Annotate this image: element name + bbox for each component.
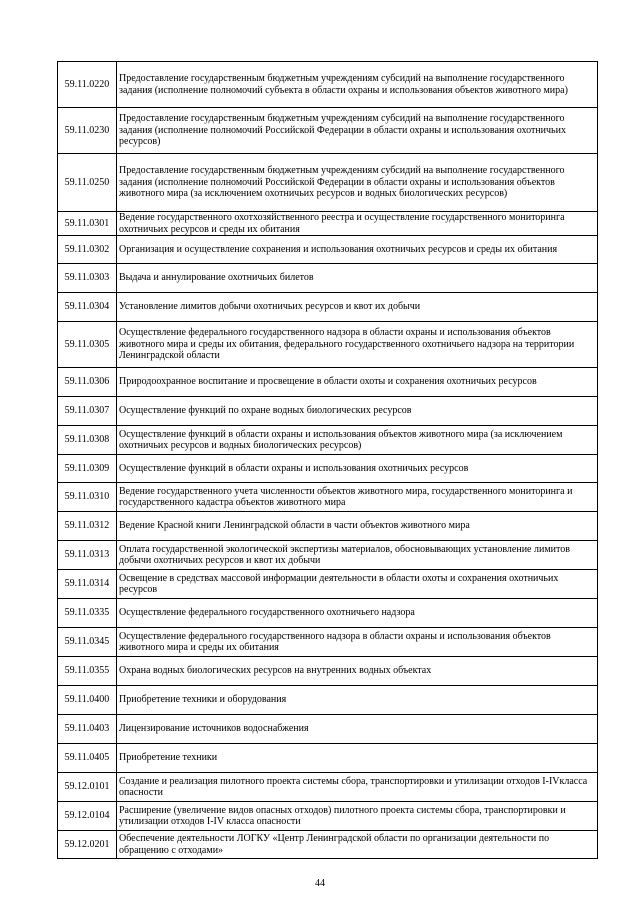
- row-description: Приобретение техники: [117, 744, 598, 773]
- row-code: 59.11.0308: [58, 426, 117, 455]
- row-description: Ведение государственного учета численности объектов животного мира, государственного мониторинга и государственного кадастра объектов животного мира: [117, 483, 598, 512]
- row-description: Осуществление федерального государственного надзора в области охраны и использования объектов животного мира и среды их обитания, федерального государственного охотничьего надзора на территории Ленинградской области: [117, 322, 598, 368]
- row-description: Выдача и аннулирование охотничьих билетов: [117, 264, 598, 293]
- table-row: [58, 108, 598, 154]
- row-code: 59.11.0302: [58, 236, 117, 264]
- row-code: 59.11.0304: [58, 293, 117, 322]
- table-row: [58, 686, 598, 715]
- row-description: Природоохранное воспитание и просвещение в области охоты и сохранения охотничьих ресурсов: [117, 368, 598, 397]
- table-row: [58, 599, 598, 628]
- row-code: 59.11.0306: [58, 368, 117, 397]
- budget-codes-table: [57, 61, 598, 859]
- row-code: 59.12.0104: [58, 802, 117, 831]
- table-row: [58, 212, 598, 236]
- row-code: 59.11.0345: [58, 628, 117, 657]
- row-description: Предоставление государственным бюджетным учреждениям субсидий на выполнение государственного задания (исполнение полномочий субъекта в области охраны и использования объектов животного мира): [117, 62, 598, 108]
- row-code: 59.11.0313: [58, 541, 117, 570]
- table-row: [58, 426, 598, 455]
- row-code: 59.11.0403: [58, 715, 117, 744]
- table-row: [58, 802, 598, 831]
- row-code: 59.11.0307: [58, 397, 117, 426]
- page-number: 44: [315, 878, 325, 889]
- table-row: [58, 512, 598, 541]
- row-description: Предоставление государственным бюджетным учреждениям субсидий на выполнение государственного задания (исполнение полномочий Российской Федерации в области охраны и использования охотничьих ресурсов): [117, 108, 598, 154]
- table-row: [58, 397, 598, 426]
- row-code: 59.11.0310: [58, 483, 117, 512]
- row-description: Предоставление государственным бюджетным учреждениям субсидий на выполнение государственного задания (исполнение полномочий Российской Федерации в области охраны и использования объектов животного мира (за исключением охотничьих ресурсов и водных биологических ресурсов): [117, 154, 598, 212]
- row-code: 59.11.0220: [58, 62, 117, 108]
- table-row: [58, 831, 598, 859]
- row-description: Ведение Красной книги Ленинградской области в части объектов животного мира: [117, 512, 598, 541]
- table-row: [58, 455, 598, 483]
- row-code: 59.11.0303: [58, 264, 117, 293]
- row-description: Осуществление функций в области охраны и использования охотничьих ресурсов: [117, 455, 598, 483]
- row-code: 59.11.0355: [58, 657, 117, 686]
- row-description: Осуществление федерального государственного охотничьего надзора: [117, 599, 598, 628]
- row-description: Осуществление федерального государственного надзора в области охраны и использования объектов животного мира и среды их обитания: [117, 628, 598, 657]
- row-code: 59.11.0309: [58, 455, 117, 483]
- row-description: Приобретение техники и оборудования: [117, 686, 598, 715]
- row-code: 59.11.0400: [58, 686, 117, 715]
- row-code: 59.11.0305: [58, 322, 117, 368]
- table-row: [58, 715, 598, 744]
- row-code: 59.11.0405: [58, 744, 117, 773]
- table-row: [58, 744, 598, 773]
- row-description: Организация и осуществление сохранения и использования охотничьих ресурсов и среды их обитания: [117, 236, 598, 264]
- table-row: [58, 570, 598, 599]
- table-row: [58, 368, 598, 397]
- row-description: Осуществление функций по охране водных биологических ресурсов: [117, 397, 598, 426]
- row-code: 59.11.0250: [58, 154, 117, 212]
- row-code: 59.11.0230: [58, 108, 117, 154]
- row-code: 59.11.0335: [58, 599, 117, 628]
- table-body: [58, 62, 598, 859]
- row-description: Расширение (увеличение видов опасных отходов) пилотного проекта системы сбора, транспортировки и утилизации отходов I-IV класса опасности: [117, 802, 598, 831]
- table-row: [58, 236, 598, 264]
- row-code: 59.11.0312: [58, 512, 117, 541]
- row-description: Установление лимитов добычи охотничьих ресурсов и квот их добычи: [117, 293, 598, 322]
- row-code: 59.11.0301: [58, 212, 117, 236]
- row-description: Охрана водных биологических ресурсов на внутренних водных объектах: [117, 657, 598, 686]
- table-row: [58, 264, 598, 293]
- row-description: Ведение государственного охотхозяйственного реестра и осуществление государственного мониторинга охотничьих ресурсов и среды их обитания: [117, 212, 598, 236]
- table-row: [58, 293, 598, 322]
- row-description: Осуществление функций в области охраны и использования объектов животного мира (за исключением охотничьих ресурсов и водных биологических ресурсов): [117, 426, 598, 455]
- row-description: Оплата государственной экологической экспертизы материалов, обосновывающих установление лимитов добычи охотничьих ресурсов и квот их добычи: [117, 541, 598, 570]
- table-row: [58, 628, 598, 657]
- table-row: [58, 773, 598, 802]
- row-description: Лицензирование источников водоснабжения: [117, 715, 598, 744]
- table-row: [58, 483, 598, 512]
- table-row: [58, 657, 598, 686]
- row-code: 59.12.0101: [58, 773, 117, 802]
- row-description: Обеспечение деятельности ЛОГКУ «Центр Ленинградской области по организации деятельности по обращению с отходами»: [117, 831, 598, 859]
- table-row: [58, 62, 598, 108]
- row-description: Освещение в средствах массовой информации деятельности в области охоты и сохранения охотничьих ресурсов: [117, 570, 598, 599]
- table-row: [58, 322, 598, 368]
- row-code: 59.12.0201: [58, 831, 117, 859]
- table-row: [58, 541, 598, 570]
- row-description: Создание и реализация пилотного проекта системы сбора, транспортировки и утилизации отходов I-IVкласса опасности: [117, 773, 598, 802]
- table-row: [58, 154, 598, 212]
- row-code: 59.11.0314: [58, 570, 117, 599]
